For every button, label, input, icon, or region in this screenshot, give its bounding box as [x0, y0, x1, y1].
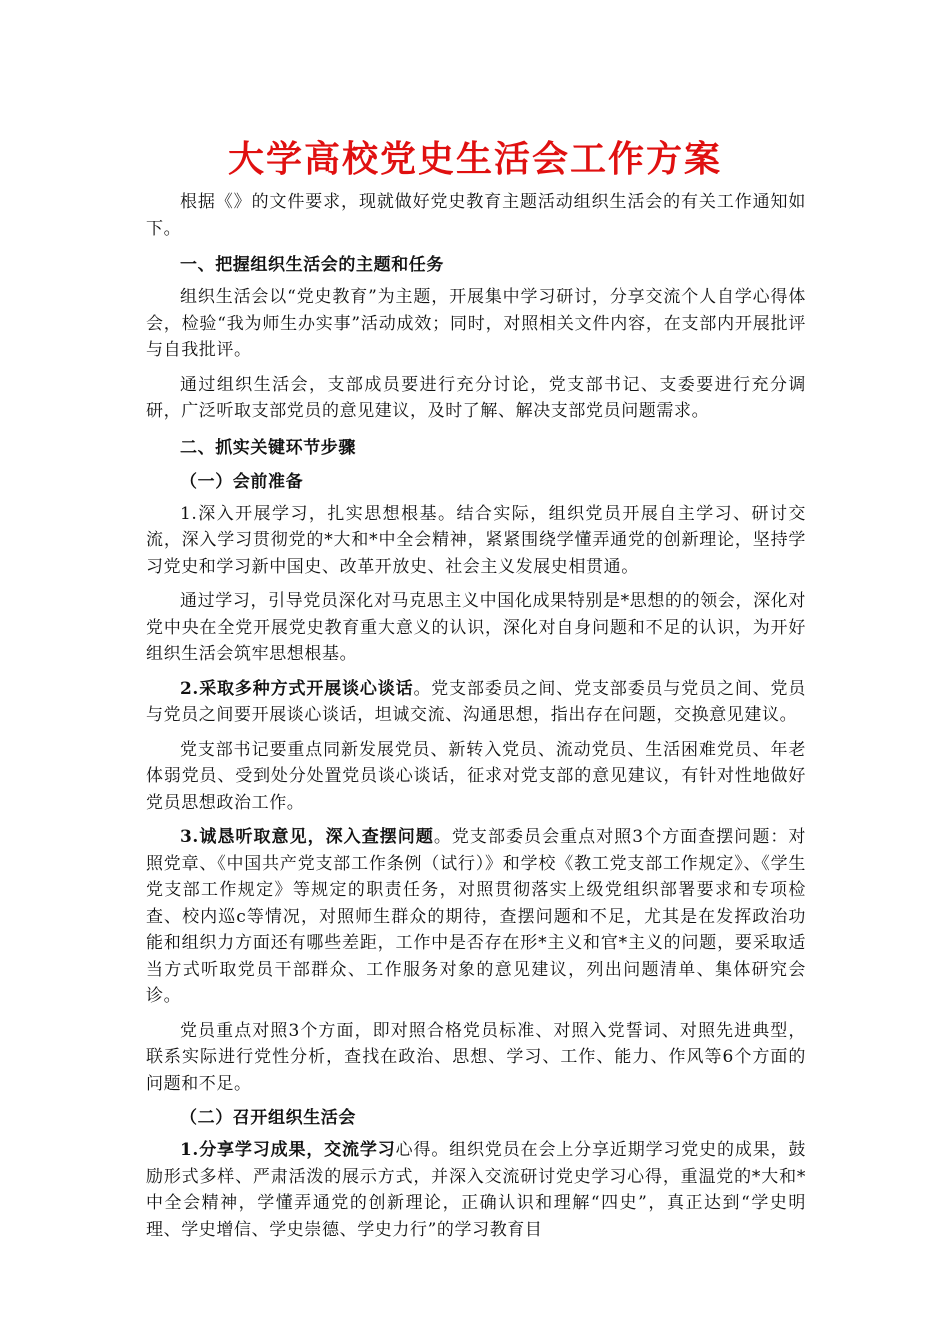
item-text: 。党支部委员会重点对照3个方面查摆问题：对照党章、《中国共产党支部工作条例（试行）》和学校《教工党支部工作规定》、《学生党支部工作规定》等规定的职责任务，对照贯彻落实上级党组织部署要求和专项检查、校内巡c等情况，对照师生群众的期待，查摆问题和不足，尤其是在发挥政治功能和组织力方面还有哪些差距，工作中是否存在形*主义和官*主义的问题，要采取适当方式听取党员干部群众、工作服务对象的意见建议，列出问题清单、集体研究会诊。 [146, 827, 806, 1006]
item-lead: 3.诚恳听取意见，深入查摆问题 [180, 827, 434, 847]
paragraph [146, 824, 806, 1010]
paragraph: 通过学习，引导党员深化对马克思主义中国化成果特别是*思想的的领会，深化对党中央在全党开展党史教育重大意义的认识，深化对自身问题和不足的认识，为开好组织生活会筑牢思想根基。 [146, 591, 806, 664]
item-lead: 2.采取多种方式开展谈心谈话 [180, 678, 414, 699]
paragraph: 党员重点对照3个方面，即对照合格党员标准、对照入党誓词、对照先进典型，联系实际进行党性分析，查找在政治、思想、学习、工作、能力、作风等6个方面的问题和不足。 [146, 1020, 806, 1094]
item-text: 。党支部委员之间、党支部委员与党员之间、党员与党员之间要开展谈心谈话，坦诚交流、沟通思想，指出存在问题，交换意见建议。 [146, 678, 806, 725]
section-heading-1: 一、把握组织生活会的主题和任务 [180, 255, 444, 275]
subsection-heading-1: （一）会前准备 [180, 471, 304, 492]
intro-paragraph: 根据《》的文件要求，现就做好党史教育主题活动组织生活会的有关工作通知如下。 [146, 192, 806, 239]
document-body [146, 189, 806, 1243]
paragraph [146, 1137, 806, 1243]
paragraph: 组织生活会以“党史教育”为主题，开展集中学习研讨，分享交流个人自学心得体会，检验“我为师生办实事”活动成效；同时，对照相关文件内容，在支部内开展批评与自我批评。 [146, 287, 806, 360]
paragraph: 1.深入开展学习，扎实思想根基。结合实际，组织党员开展自主学习、研讨交流，深入学习贯彻党的*大和*中全会精神，紧紧围绕学懂弄通党的创新理论，坚持学习党史和学习新中国史、改革开放史、社会主义发展史相贯通。 [146, 503, 806, 577]
section-heading-2: 二、抓实关键环节步骤 [180, 437, 356, 458]
paragraph: 通过组织生活会，支部成员要进行充分讨论，党支部书记、支委要进行充分调研，广泛听取支部党员的意见建议，及时了解、解决支部党员问题需求。 [146, 374, 806, 421]
item-lead: 1.分享学习成果，交流学习 [180, 1140, 396, 1160]
subsection-heading-2: （二）召开组织生活会 [180, 1108, 356, 1128]
paragraph: 党支部书记要重点同新发展党员、新转入党员、流动党员、生活困难党员、年老体弱党员、受到处分处置党员谈心谈话，征求对党支部的意见建议，有针对性地做好党员思想政治工作。 [146, 739, 806, 813]
document-title: 大学高校党史生活会工作方案 [227, 138, 722, 180]
item-text: 心得。组织党员在会上分享近期学习党史的成果，鼓励形式多样、严肃活泼的展示方式，并深入交流研讨党史学习心得，重温党的*大和*中全会精神，学懂弄通党的创新理论，正确认识和理解“四史”，真正达到“学史明理、学史增信、学史崇德、学史力行”的学习教育目 [146, 1140, 806, 1240]
paragraph [146, 676, 806, 729]
